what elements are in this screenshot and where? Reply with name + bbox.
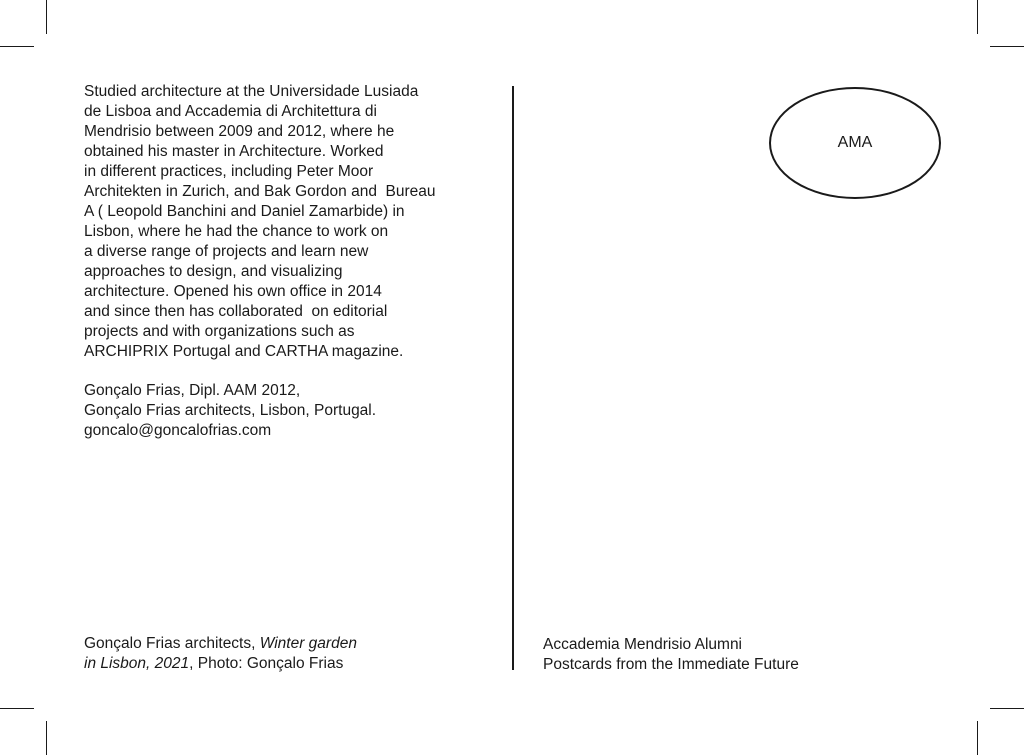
crop-mark-top-right-horizontal [990,46,1024,47]
crop-mark-top-left-horizontal [0,46,34,47]
bio-line: projects and with organizations such as [84,323,355,340]
crop-mark-top-left-vertical [46,0,47,34]
bio-line: in different practices, including Peter Moor [84,163,374,180]
bio-line: and since then has collaborated on editorial [84,303,388,320]
crop-mark-bottom-right-vertical [977,721,978,755]
contact-block [84,381,376,441]
contact-email-link[interactable]: goncalo@goncalofrias.com [84,422,272,439]
caption-photo-credit: , Photo: Gonçalo Frias [189,655,344,672]
bio-line: de Lisboa and Accademia di Architettura di [84,103,377,120]
bio-line: ARCHIPRIX Portugal and CARTHA magazine. [84,343,404,360]
photo-caption [84,634,357,674]
caption-title-part2: in Lisbon, 2021 [84,655,190,672]
crop-mark-top-right-vertical [977,0,978,34]
stamp-label: AMA [837,134,873,151]
contact-office: Gonçalo Frias architects, Lisbon, Portugal. [84,402,377,419]
bio-line: a diverse range of projects and learn new [84,243,369,260]
caption-author: Gonçalo Frias architects, [84,635,260,652]
crop-mark-bottom-left-vertical [46,721,47,755]
bio-line: approaches to design, and visualizing [84,263,343,280]
biography-text [84,82,484,362]
bio-line: A ( Leopold Banchini and Daniel Zamarbide) in [84,203,405,220]
series-info [543,635,799,675]
crop-mark-bottom-left-horizontal [0,708,34,709]
series-title: Postcards from the Immediate Future [543,656,799,673]
postcard-divider [512,86,514,670]
bio-line: architecture. Opened his own office in 2014 [84,283,382,300]
series-publisher: Accademia Mendrisio Alumni [543,636,743,653]
bio-line: Mendrisio between 2009 and 2012, where he [84,123,395,140]
contact-name: Gonçalo Frias, Dipl. AAM 2012, [84,382,301,399]
bio-line: Architekten in Zurich, and Bak Gordon and Bureau [84,183,436,200]
bio-line: obtained his master in Architecture. Worked [84,143,384,160]
caption-title-part1: Winter garden [259,635,357,652]
crop-mark-bottom-right-horizontal [990,708,1024,709]
stamp-oval [769,87,941,199]
bio-line: Studied architecture at the Universidade Lusiada [84,83,419,100]
bio-line: Lisbon, where he had the chance to work on [84,223,389,240]
